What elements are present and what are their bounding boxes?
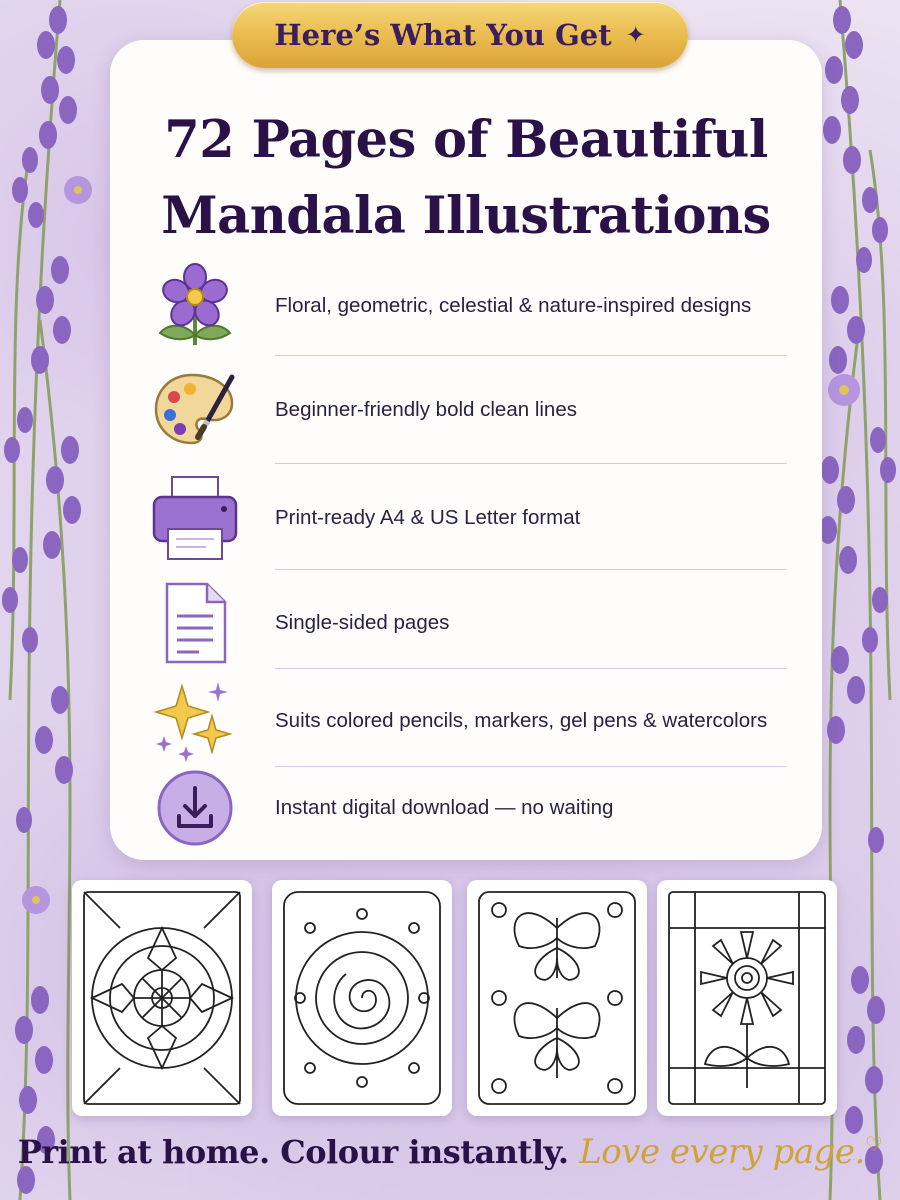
preview-gallery	[72, 880, 842, 1120]
spiral-preview	[272, 880, 452, 1116]
header-badge	[232, 2, 688, 68]
feature-label: Print-ready A4 & US Letter format	[275, 506, 581, 529]
badge-label: Here’s What You Get	[274, 18, 612, 52]
feature-label: Single-sided pages	[275, 611, 450, 634]
flower-icon	[150, 261, 240, 351]
heart-icon: ♡	[864, 1132, 883, 1156]
divider	[275, 355, 787, 356]
title-line-2: Mandala Illustrations	[161, 186, 771, 246]
feature-item	[150, 673, 790, 769]
tagline-main: Print at home. Colour instantly.	[17, 1133, 569, 1171]
divider	[275, 463, 787, 464]
mandala-preview	[72, 880, 252, 1116]
feature-item	[150, 258, 790, 354]
feature-item	[150, 575, 790, 671]
tagline-script: Love every page.	[579, 1132, 865, 1172]
feature-item	[150, 470, 790, 566]
divider	[275, 569, 787, 570]
palette-icon	[150, 365, 240, 455]
sparkle-icon: ✦	[625, 21, 646, 49]
feature-item	[150, 760, 790, 856]
features-card	[110, 40, 822, 860]
tagline	[0, 1132, 900, 1172]
butterfly-preview	[467, 880, 647, 1116]
feature-item	[150, 362, 790, 458]
title-line-1: 72 Pages of Beautiful	[164, 110, 768, 170]
sunflower-preview	[657, 880, 837, 1116]
feature-label: Beginner-friendly bold clean lines	[275, 398, 577, 421]
download-icon	[150, 763, 240, 853]
page-title	[110, 102, 822, 254]
feature-label: Suits colored pencils, markers, gel pens & watercolors	[275, 709, 768, 732]
sparkles-icon	[150, 676, 240, 766]
printer-icon	[150, 473, 240, 563]
feature-label: Instant digital download — no waiting	[275, 796, 614, 819]
document-icon	[150, 578, 240, 668]
divider	[275, 668, 787, 669]
feature-label: Floral, geometric, celestial & nature-inspired designs	[275, 294, 752, 317]
